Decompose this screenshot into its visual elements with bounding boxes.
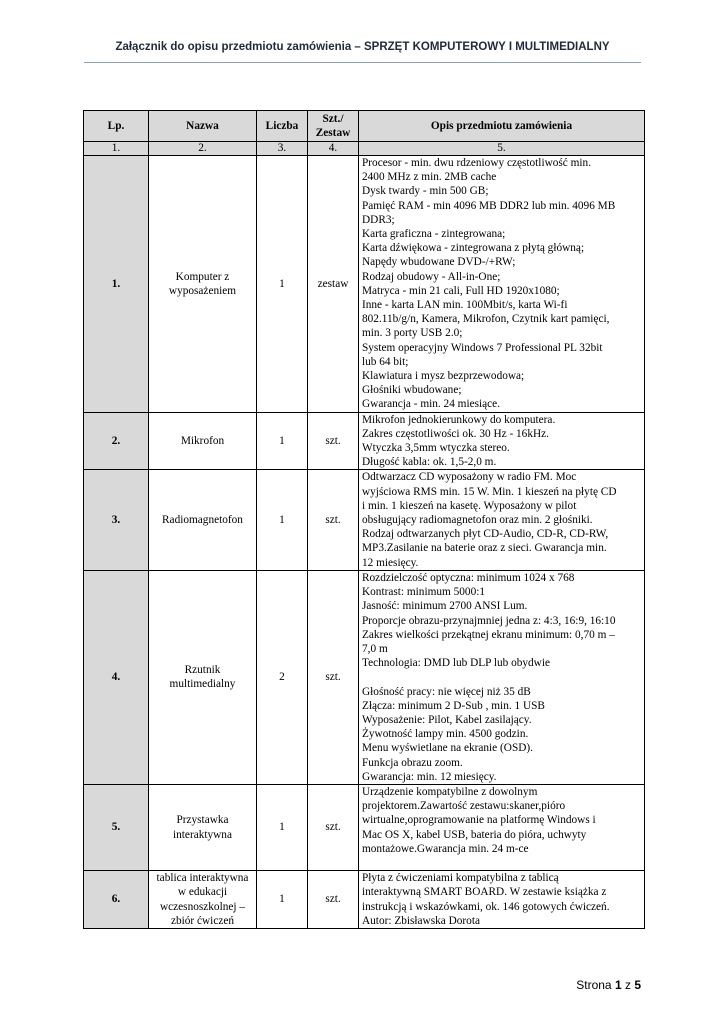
description-line: Jasność: minimum 2700 ANSI Lum.	[362, 600, 528, 613]
description-line: 12 miesięcy.	[362, 556, 419, 569]
description-line: Wtyczka 3,5mm wtyczka stereo.	[362, 442, 510, 455]
item-name: Rzutnik multimedialny	[149, 570, 257, 784]
description-line: lub 64 bit;	[362, 355, 409, 368]
footer-page-total: 5	[634, 978, 641, 992]
description-line: Wyposażenie: Pilot, Kabel zasilający.	[362, 713, 532, 726]
column-header-jednostka: Szt./ Zestaw	[308, 111, 359, 142]
description-line: Mikrofon jednokierunkowy do komputera.	[362, 413, 556, 426]
header-divider	[84, 62, 641, 63]
item-name: Komputer z wyposażeniem	[149, 156, 257, 413]
description-line: Żywotność lampy min. 4500 godzin.	[362, 728, 529, 741]
description-line: Technologia: DMD lub DLP lub obydwie	[362, 657, 550, 670]
description-line: Rodzaj obudowy - All-in-One;	[362, 270, 501, 283]
table-row	[84, 871, 645, 929]
item-description	[359, 470, 645, 570]
description-line	[362, 670, 641, 684]
item-name: Przystawka interaktywna	[149, 784, 257, 870]
description-line: 802.11b/g/n, Kamera, Mikrofon, Czytnik kart pamięci,	[362, 313, 610, 326]
table-row	[84, 470, 645, 570]
item-unit: szt.	[308, 570, 359, 784]
description-line: projektorem.Zawartość zestawu:skaner,pióro	[362, 800, 566, 813]
row-number: 5.	[84, 784, 149, 870]
description-line: Kontrast: minimum 5000:1	[362, 586, 486, 599]
description-line: 7,0 m	[362, 642, 388, 655]
footer-page-label: Strona	[576, 978, 612, 992]
description-line: Inne - karta LAN min. 100Mbit/s, karta Wi-fi	[362, 299, 568, 312]
row-number: 4.	[84, 570, 149, 784]
specification-table	[83, 110, 645, 929]
row-number: 6.	[84, 871, 149, 929]
item-description	[359, 570, 645, 784]
description-line: interaktywną SMART BOARD. W zestawie książka z	[362, 886, 607, 899]
item-unit: szt.	[308, 871, 359, 929]
description-line: Mac OS X, kabel USB, bateria do pióra, uchwyty	[362, 828, 587, 841]
page-header-title: Załącznik do opisu przedmiotu zamówienia – SPRZĘT KOMPUTEROWY I MULTIMEDIALNY	[115, 41, 610, 53]
table-row	[84, 156, 645, 413]
description-line: Autor: Zbisławska Dorota	[362, 914, 480, 927]
description-line: instrukcją i wskazówkami, ok. 146 gotowych ćwiczeń.	[362, 900, 610, 913]
column-number: 4.	[308, 142, 359, 156]
table-row	[84, 570, 645, 784]
item-quantity: 1	[257, 412, 308, 470]
description-line: DDR3;	[362, 213, 395, 226]
description-line: Gwarancja: min. 12 miesięcy.	[362, 770, 497, 783]
column-number: 2.	[149, 142, 257, 156]
description-line: Płyta z ćwiczeniami kompatybilna z tablicą	[362, 872, 559, 885]
description-line: Gwarancja - min. 24 miesiące.	[362, 398, 501, 411]
row-number: 1.	[84, 156, 149, 413]
column-number: 1.	[84, 142, 149, 156]
item-description	[359, 412, 645, 470]
column-number: 5.	[359, 142, 645, 156]
description-line: Funkcja obrazu zoom.	[362, 756, 463, 769]
item-quantity: 1	[257, 784, 308, 870]
description-line: Zakres częstotliwości ok. 30 Hz - 16kHz.	[362, 427, 549, 440]
item-unit: szt.	[308, 412, 359, 470]
description-line: Procesor - min. dwu rdzeniowy częstotliwość min.	[362, 157, 592, 169]
item-name: tablica interaktywna w edukacji wczesnoszkolnej – zbiór ćwiczeń	[149, 871, 257, 929]
item-description	[359, 784, 645, 870]
item-quantity: 1	[257, 156, 308, 413]
description-line: Głośniki wbudowane;	[362, 384, 462, 397]
description-line: Odtwarzacz CD wyposażony w radio FM. Moc	[362, 471, 577, 484]
description-line: montażowe.Gwarancja min. 24 m-ce	[362, 842, 529, 855]
description-line: Proporcje obrazu-przynajmniej jedna z: 4:3, 16:9, 16:10	[362, 614, 616, 627]
description-line: Zakres wielkości przekątnej ekranu minimum: 0,70 m –	[362, 628, 615, 641]
description-line: Głośność pracy: nie więcej niż 35 dB	[362, 685, 531, 698]
table-header-row	[84, 111, 645, 142]
table-row	[84, 784, 645, 870]
description-line: Urządzenie kompatybilne z dowolnym	[362, 785, 538, 798]
footer-separator: z	[624, 978, 631, 992]
description-line: MP3.Zasilanie na baterie oraz z sieci. Gwarancja min.	[362, 542, 607, 555]
column-header-lp: Lp.	[84, 111, 149, 142]
column-number: 3.	[257, 142, 308, 156]
description-line: i min. 1 kieszeń na kasetę. Wyposażony w pilot	[362, 499, 577, 512]
description-line: Klawiatura i mysz bezprzewodowa;	[362, 370, 525, 383]
description-line: Rodzaj odtwarzanych płyt CD-Audio, CD-R, CD-RW,	[362, 528, 609, 541]
row-number: 2.	[84, 412, 149, 470]
column-header-nazwa: Nazwa	[149, 111, 257, 142]
description-line: obsługujący radiomagnetofon oraz min. 2 głośniki.	[362, 514, 593, 527]
row-number: 3.	[84, 470, 149, 570]
description-line: Matryca - min 21 cali, Full HD 1920x1080;	[362, 284, 560, 297]
description-line: Pamięć RAM - min 4096 MB DDR2 lub min. 4096 MB	[362, 199, 616, 212]
description-line: 2400 MHz z min. 2MB cache	[362, 171, 497, 184]
item-quantity: 2	[257, 570, 308, 784]
description-line: Napędy wbudowane DVD-/+RW;	[362, 256, 516, 269]
description-line: Złącza: minimum 2 D-Sub , min. 1 USB	[362, 699, 545, 712]
column-header-liczba: Liczba	[257, 111, 308, 142]
page-footer	[576, 978, 641, 992]
item-quantity: 1	[257, 470, 308, 570]
column-header-opis: Opis przedmiotu zamówienia	[359, 111, 645, 142]
item-unit: szt.	[308, 784, 359, 870]
description-line: Długość kabla: ok. 1,5-2,0 m.	[362, 456, 497, 469]
item-name: Mikrofon	[149, 412, 257, 470]
column-number-row	[84, 142, 645, 156]
item-unit: szt.	[308, 470, 359, 570]
description-line: wyjściowa RMS min. 15 W. Min. 1 kieszeń na płytę CD	[362, 485, 617, 498]
item-description	[359, 156, 645, 413]
description-line	[362, 856, 641, 870]
item-name: Radiomagnetofon	[149, 470, 257, 570]
description-line: Rozdzielczość optyczna: minimum 1024 x 768	[362, 571, 575, 584]
item-description	[359, 871, 645, 929]
footer-page-number: 1	[614, 978, 622, 992]
description-line: Dysk twardy - min 500 GB;	[362, 185, 489, 198]
item-unit: zestaw	[308, 156, 359, 413]
description-line: min. 3 porty USB 2.0;	[362, 327, 463, 340]
description-line: Karta dźwiękowa - zintegrowana z płytą główną;	[362, 242, 585, 255]
table-row	[84, 412, 645, 470]
item-quantity: 1	[257, 871, 308, 929]
description-line: wirtualne,oprogramowanie na platformę Windows i	[362, 814, 596, 827]
description-line: System operacyjny Windows 7 Professional PL 32bit	[362, 341, 603, 354]
description-line: Menu wyświetlane na ekranie (OSD).	[362, 742, 533, 755]
description-line: Karta graficzna - zintegrowana;	[362, 228, 506, 241]
